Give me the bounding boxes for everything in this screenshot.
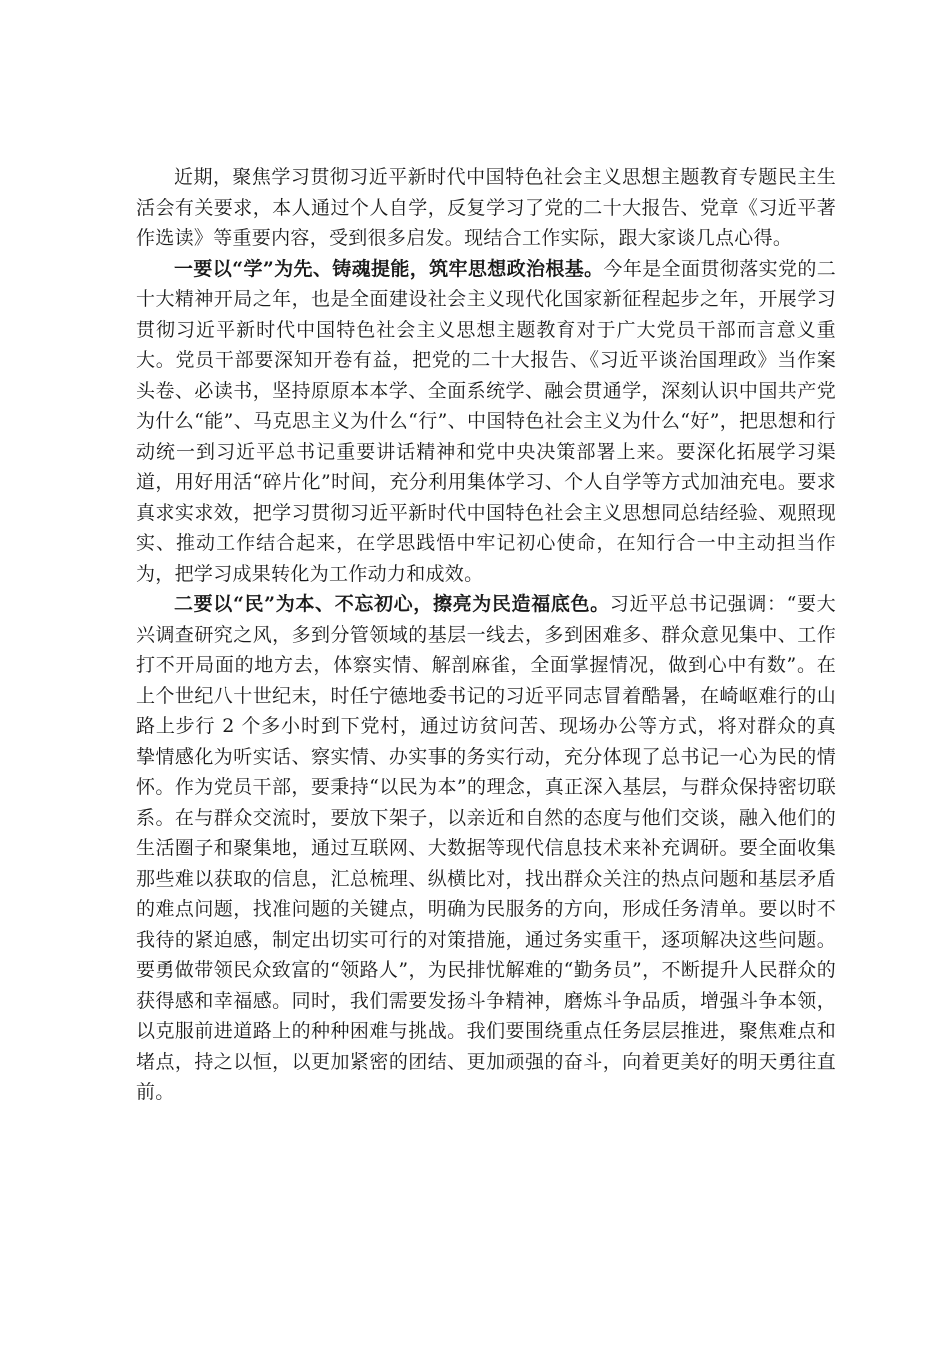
paragraph-text: 近期，聚焦学习贯彻习近平新时代中国特色社会主义思想主题教育专题民主生活会有关要求，本人通过个人自学，反复学习了党的二十大报告、党章《习近平著作选读》等重要内容，受到很多启发。现结合工作实际，跟大家谈几点心得。 <box>136 166 836 249</box>
point-one-heading: 一要以“学”为先、铸魂提能，筑牢思想政治根基。 <box>174 257 604 280</box>
point-one-text: 今年是全面贯彻落实党的二十大精神开局之年，也是全面建设社会主义现代化国家新征程起步之年，开展学习贯彻习近平新时代中国特色社会主义思想主题教育对于广大党员干部而言意义重大。党员干部要深知开卷有益，把党的二十大报告、《习近平谈治国理政》当作案头卷、必读书，坚持原原本本学、全面系统学、融会贯通学，深刻认识中国共产党为什么“能”、马克思主义为什么“行”、中国特色社会主义为什么“好”，把思想和行动统一到习近平总书记重要讲话精神和党中央决策部署上来。要深化拓展学习渠道，用好用活“碎片化”时间，充分利用集体学习、个人自学等方式加油充电。要求真求实求效，把学习贯彻习近平新时代中国特色社会主义思想同总结经验、观照现实、推动工作结合起来，在学思践悟中牢记初心使命，在知行合一中主动担当作为，把学习成果转化为工作动力和成效。 <box>136 257 836 585</box>
point-two-paragraph <box>136 589 836 1108</box>
point-two-text: 习近平总书记强调：“要大兴调查研究之风，多到分管领域的基层一线去，多到困难多、群众意见集中、工作打不开局面的地方去，体察实情、解剖麻雀，全面掌握情况，做到心中有数”。在上个世纪八十世纪末，时任宁德地委书记的习近平同志冒着酷暑，在崎岖难行的山路上步行 2 个多小时到下党村，通过访贫问苦、现场办公等方式，将对群众的真挚情感化为听实话、察实情、办实事的务实行动，充分体现了总书记一心为民的情怀。作为党员干部，要秉持“以民为本”的理念，真正深入基层，与群众保持密切联系。在与群众交流时，要放下架子，以亲近和自然的态度与他们交谈，融入他们的生活圈子和聚集地，通过互联网、大数据等现代信息技术来补充调研。要全面收集那些难以获取的信息，汇总梳理、纵横比对，找出群众关注的热点问题和基层矛盾的难点问题，找准问题的关键点，明确为民服务的方向，形成任务清单。要以时不我待的紧迫感，制定出切实可行的对策措施，通过务实重干，逐项解决这些问题。要勇做带领民众致富的“领路人”，为民排忧解难的“勤务员”，不断提升人民群众的获得感和幸福感。同时，我们需要发扬斗争精神，磨炼斗争品质，增强斗争本领，以克服前进道路上的种种困难与挑战。我们要围绕重点任务层层推进，聚焦难点和堵点，持之以恒，以更加紧密的团结、更加顽强的奋斗，向着更美好的明天勇往直前。 <box>136 593 836 1103</box>
intro-paragraph <box>136 162 836 254</box>
document-body <box>136 162 836 1108</box>
point-two-heading: 二要以“民”为本、不忘初心，擦亮为民造福底色。 <box>174 593 610 615</box>
point-one-paragraph <box>136 254 836 590</box>
